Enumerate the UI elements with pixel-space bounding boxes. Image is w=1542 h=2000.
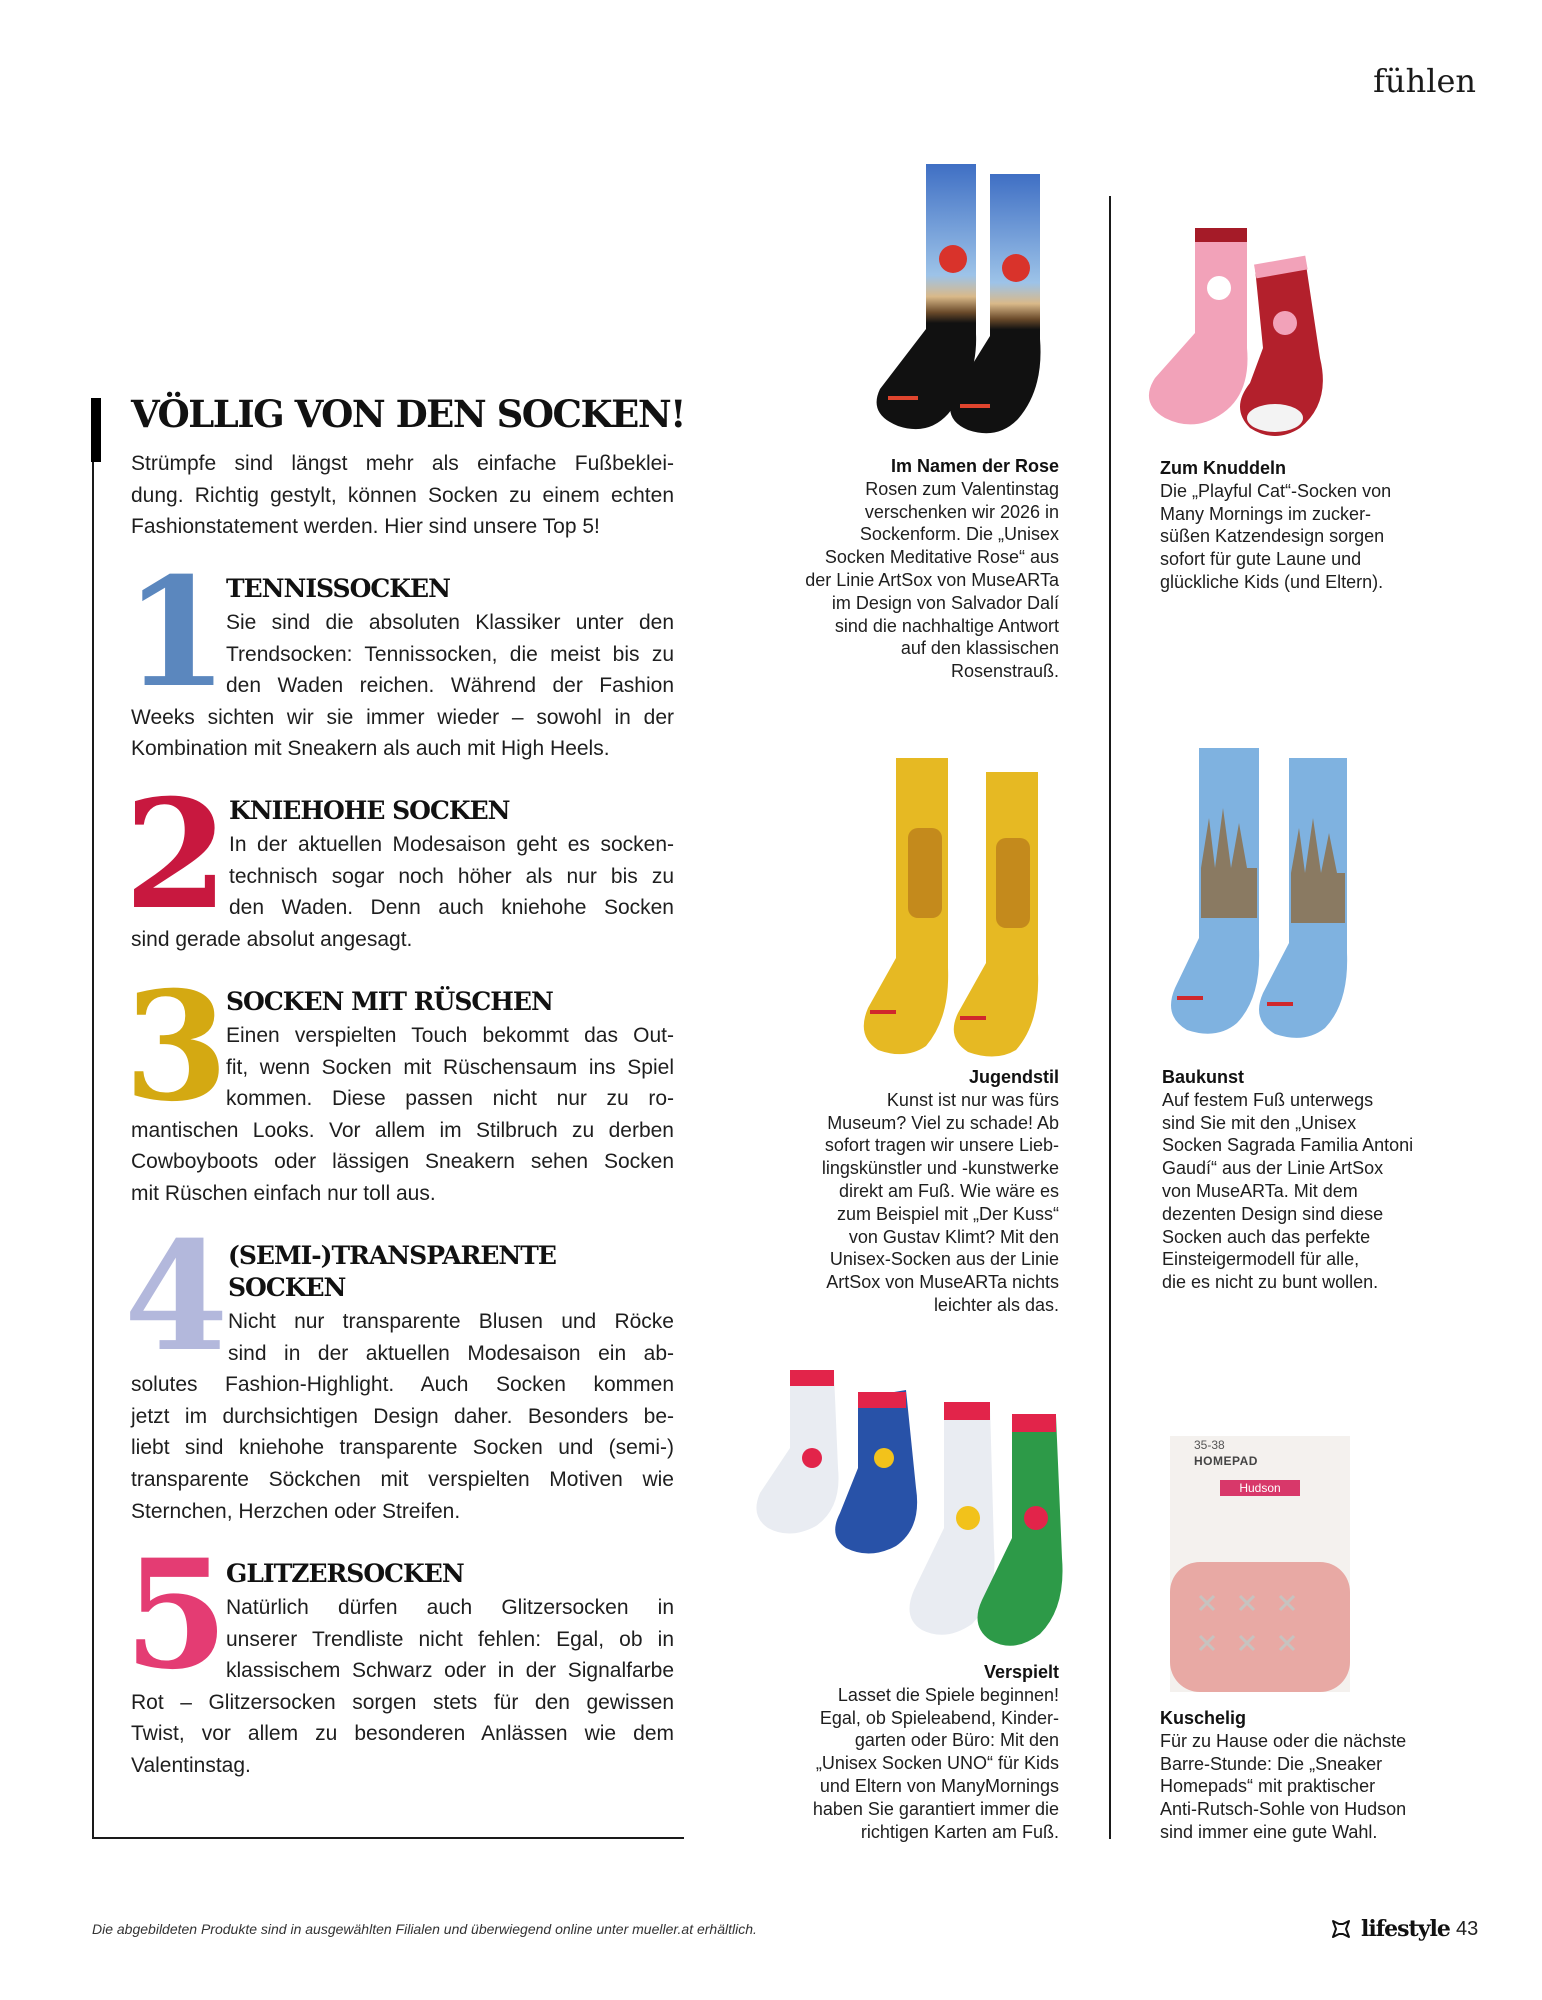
text-line: im Design von Salvador Dalí bbox=[831, 592, 1059, 613]
text-line: Museum? Viel zu schade! Ab bbox=[827, 1112, 1059, 1133]
package-brand: HOMEPAD bbox=[1194, 1454, 1258, 1468]
text-line: zum Beispiel mit „Der Kuss“ bbox=[836, 1203, 1059, 1224]
product-title: Kuschelig bbox=[1160, 1708, 1247, 1728]
text-line: Kombination mit Sneakern als auch mit High Heels. bbox=[131, 737, 610, 761]
text-line: Weeks sichten wir sie immer wieder – sowohl in der bbox=[131, 705, 674, 729]
trend-number-5: 5 bbox=[124, 1527, 229, 1703]
text-line: sofort für gute Laune und bbox=[1160, 549, 1362, 570]
text-line: sind immer eine gute Wahl. bbox=[1160, 1821, 1378, 1842]
text-line: klassischem Schwarz oder in der Signalfarbe bbox=[226, 1659, 674, 1683]
text-line: sind gerade absolut angesagt. bbox=[131, 927, 413, 951]
text-line: Rosen zum Valentinstag bbox=[865, 478, 1059, 499]
text-line: Twist, vor allem zu besonderen Anlässen wie dem bbox=[131, 1722, 674, 1746]
text-line: Sockenform. Die „Unisex bbox=[859, 524, 1059, 545]
text-line: von Gustav Klimt? Mit den bbox=[848, 1226, 1059, 1247]
trend-heading-2: KNIEHOHE SOCKEN bbox=[229, 796, 510, 825]
text-line: Lasset die Spiele beginnen! bbox=[837, 1684, 1059, 1705]
text-line: mit Rüschen einfach nur toll aus. bbox=[131, 1181, 436, 1205]
text-line: sind in der aktuellen Modesaison ein ab- bbox=[228, 1341, 674, 1365]
article-intro bbox=[131, 448, 674, 543]
product-title: Jugendstil bbox=[968, 1067, 1059, 1087]
trend-heading-5: GLITZERSOCKEN bbox=[226, 1559, 464, 1588]
text-line: Fashionstatement werden. Hier sind unsere Top 5! bbox=[131, 515, 600, 539]
lifestyle-logo-icon bbox=[1331, 1919, 1351, 1939]
text-line: garten oder Büro: Mit den bbox=[854, 1730, 1059, 1751]
text-line: Trendsocken: Tennissocken, die meist bis zu bbox=[226, 642, 674, 666]
trend-body-4 bbox=[131, 1306, 674, 1527]
product-caption-sagrada bbox=[1162, 1066, 1492, 1294]
text-line: auf den klassischen bbox=[900, 638, 1059, 659]
text-line: dung. Richtig gestylt, können Socken zu einem echten bbox=[131, 483, 674, 507]
text-line: solutes Fashion-Highlight. Auch Socken kommen bbox=[131, 1373, 674, 1397]
product-description bbox=[1160, 1730, 1490, 1844]
text-line: In der aktuellen Modesaison geht es socken- bbox=[229, 833, 674, 856]
product-description bbox=[1160, 480, 1490, 594]
text-line: direkt am Fuß. Wie wäre es bbox=[838, 1180, 1059, 1201]
text-line: Socken Meditative Rose“ aus bbox=[824, 547, 1059, 568]
footer-brand bbox=[1331, 1916, 1450, 1942]
trend-heading-3: SOCKEN MIT RÜSCHEN bbox=[226, 987, 553, 1016]
text-line: Cowboyboots oder lässigen Sneakern sehen Socken bbox=[131, 1150, 674, 1174]
text-line: unserer Trendliste nicht fehlen: Egal, ob in bbox=[226, 1627, 674, 1651]
trend-body-2 bbox=[131, 829, 674, 955]
text-line: süßen Katzendesign sorgen bbox=[1160, 526, 1385, 547]
text-line: ArtSox von MuseARTa nichts bbox=[826, 1272, 1059, 1293]
frame-line-bottom bbox=[92, 1837, 684, 1839]
product-description bbox=[729, 1089, 1059, 1317]
text-line: transparente Söckchen mit verspielten Motiven wie bbox=[131, 1467, 674, 1491]
text-line: von MuseARTa. Mit dem bbox=[1162, 1180, 1358, 1201]
text-line: Many Mornings im zucker- bbox=[1160, 503, 1372, 524]
article-title: VÖLLIG VON DEN SOCKEN! bbox=[131, 392, 685, 436]
product-title: Baukunst bbox=[1162, 1067, 1245, 1087]
text-line: Kunst ist nur was fürs bbox=[886, 1089, 1059, 1110]
text-line: technisch sogar noch höher als nur bis zu bbox=[229, 864, 674, 888]
text-line: die es nicht zu bunt wollen. bbox=[1162, 1272, 1379, 1293]
column-divider bbox=[1109, 196, 1111, 1839]
uno-socks-image bbox=[746, 1368, 1070, 1654]
footer-disclaimer: Die abgebildeten Produkte sind in ausgewählten Filialen und überwiegend online unter mueller.at erhältlich. bbox=[92, 1921, 757, 1937]
text-line: jetzt im durchsichtigen Design daher. Besonders be- bbox=[131, 1404, 674, 1428]
trend-number-2: 2 bbox=[124, 767, 229, 943]
text-line: lingskünstler und -kunstwerke bbox=[821, 1158, 1059, 1179]
text-line: richtigen Karten am Fuß. bbox=[860, 1821, 1059, 1842]
text-line: Socken auch das perfekte bbox=[1162, 1226, 1371, 1247]
text-line: liebt sind kniehohe transparente Socken und (semi-) bbox=[131, 1436, 674, 1460]
text-line: Für zu Hause oder die nächste bbox=[1160, 1730, 1407, 1751]
text-line: leichter als das. bbox=[933, 1294, 1059, 1315]
text-line: mantischen Looks. Vor allem im Stilbruch zu derben bbox=[131, 1118, 674, 1142]
section-kicker: fühlen bbox=[1373, 62, 1476, 100]
rose-socks-image bbox=[868, 164, 1064, 438]
trend-number-4: 4 bbox=[124, 1209, 229, 1385]
product-title: Verspielt bbox=[983, 1662, 1059, 1682]
text-line: verschenken wir 2026 in bbox=[864, 501, 1059, 522]
text-line: Die „Playful Cat“-Socken von bbox=[1160, 480, 1392, 501]
cat-socks-image bbox=[1135, 228, 1361, 444]
page-number: 43 bbox=[1456, 1918, 1479, 1940]
footer-brand-name: lifestyle bbox=[1361, 1916, 1450, 1942]
product-description bbox=[729, 1684, 1059, 1844]
text-line: Rot – Glitzersocken sorgen stets für den gewissen bbox=[131, 1690, 674, 1714]
package-maker: Hudson bbox=[1239, 1481, 1281, 1495]
text-line: Natürlich dürfen auch Glitzersocken in bbox=[226, 1596, 674, 1619]
product-caption-uno bbox=[729, 1661, 1059, 1843]
text-line: „Unisex Socken UNO“ für Kids bbox=[815, 1753, 1059, 1774]
trend-body-1 bbox=[131, 607, 674, 765]
product-caption-cat bbox=[1160, 457, 1490, 594]
klimt-socks-image bbox=[856, 758, 1062, 1060]
frame-line-left bbox=[92, 398, 94, 1838]
sagrada-socks-image bbox=[1159, 748, 1361, 1040]
text-line: Auf festem Fuß unterwegs bbox=[1162, 1089, 1374, 1110]
text-line: Sie sind die absoluten Klassiker unter den bbox=[226, 611, 674, 634]
text-line: Barre-Stunde: Die „Sneaker bbox=[1160, 1753, 1383, 1774]
text-line: dezenten Design sind diese bbox=[1162, 1203, 1384, 1224]
text-line: glückliche Kids (und Eltern). bbox=[1160, 571, 1384, 592]
trend-body-5 bbox=[131, 1592, 674, 1782]
text-line: sind Sie mit den „Unisex bbox=[1162, 1112, 1357, 1133]
text-line: kommen. Diese passen nicht nur zu ro- bbox=[226, 1087, 674, 1111]
text-line: Socken Sagrada Familia Antoni bbox=[1162, 1135, 1414, 1156]
text-line: Anti-Rutsch-Sohle von Hudson bbox=[1160, 1799, 1407, 1820]
text-line: den Waden. Denn auch kniehohe Socken bbox=[229, 896, 674, 920]
text-line: Nicht nur transparente Blusen und Röcke bbox=[228, 1310, 674, 1333]
text-line: Homepads“ mit praktischer bbox=[1160, 1776, 1376, 1797]
trend-number-3: 3 bbox=[124, 959, 229, 1135]
trend-body-3 bbox=[131, 1020, 674, 1210]
text-line: der Linie ArtSox von MuseARTa bbox=[805, 569, 1059, 590]
product-title: Zum Knuddeln bbox=[1160, 458, 1286, 478]
text-line: Valentinstag. bbox=[131, 1753, 251, 1777]
package-size: 35-38 bbox=[1194, 1438, 1225, 1452]
trend-heading-4a: (SEMI-)TRANSPARENTE bbox=[228, 1241, 556, 1270]
text-line: Unisex-Socken aus der Linie bbox=[829, 1249, 1059, 1270]
accent-bar bbox=[91, 398, 101, 462]
text-line: Rosenstrauß. bbox=[950, 661, 1059, 682]
trend-number-1: 1 bbox=[124, 545, 229, 721]
text-line: haben Sie garantiert immer die bbox=[812, 1798, 1059, 1819]
text-line: Einsteigermodell für alle, bbox=[1162, 1249, 1360, 1270]
product-description bbox=[1162, 1089, 1492, 1294]
product-caption-klimt bbox=[729, 1066, 1059, 1317]
text-line: Sternchen, Herzchen oder Streifen. bbox=[131, 1499, 461, 1523]
product-description bbox=[729, 478, 1059, 683]
text-line: sind die nachhaltige Antwort bbox=[834, 615, 1059, 636]
text-line: und Eltern von ManyMornings bbox=[819, 1775, 1059, 1796]
text-line: Strümpfe sind längst mehr als einfache Fußbeklei- bbox=[131, 452, 674, 475]
text-line: sofort tragen wir unsere Lieb- bbox=[824, 1135, 1059, 1156]
text-line: den Waden reichen. Während der Fashion bbox=[226, 674, 674, 698]
product-caption-rose bbox=[729, 455, 1059, 683]
homepad-package-image bbox=[1160, 1416, 1360, 1698]
trend-heading-4b: SOCKEN bbox=[228, 1273, 346, 1302]
text-line: Einen verspielten Touch bekommt das Out- bbox=[226, 1024, 674, 1047]
text-line: Egal, ob Spieleabend, Kinder- bbox=[819, 1707, 1059, 1728]
text-line: fit, wenn Socken mit Rüschensaum ins Spiel bbox=[226, 1055, 674, 1079]
product-caption-homepad bbox=[1160, 1707, 1490, 1844]
text-line: Gaudí“ aus der Linie ArtSox bbox=[1162, 1158, 1384, 1179]
product-title: Im Namen der Rose bbox=[890, 456, 1059, 476]
trend-heading-1: TENNISSOCKEN bbox=[226, 574, 450, 603]
